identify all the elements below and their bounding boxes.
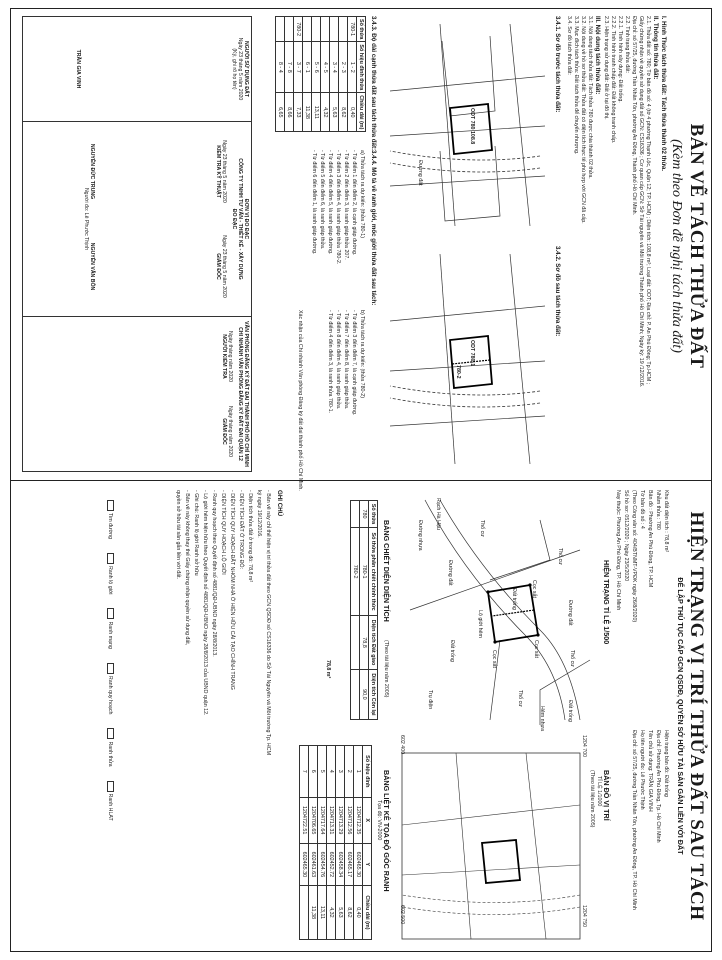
table-row — [345, 746, 354, 940]
table-cell — [300, 885, 309, 939]
table-header: Chiều dài (m) — [363, 885, 372, 939]
legend-item — [105, 728, 115, 766]
table-cell: 5,63 — [336, 885, 345, 939]
plan-label: Cọc sắt — [491, 650, 497, 668]
note-line: - DIỆN TÍCH QUY HOẠCH ĐẤT NHÓM NHÀ Ở HIỆN HỮU CẢI TẠO CHỈNH TRANG — [229, 490, 235, 690]
table-cell: 780 — [360, 501, 369, 528]
grid-label: 602 400 — [399, 735, 405, 755]
table-cell: 780-1 — [348, 17, 357, 42]
info-left — [614, 490, 670, 622]
signature-sub: CHI NHÁNH VĂN PHÒNG ĐĂNG KÝ ĐẤT ĐAI QUẬN 12 — [237, 327, 243, 461]
info-line: Tên chủ sử dụng: TRẦN GIA VINH — [647, 730, 653, 812]
section-342-title: 3.4.2. Sơ đồ sau tách thửa đất: — [554, 246, 561, 337]
measured-by: Người đo: Lê Phước Thịnh — [83, 187, 89, 251]
table-cell — [276, 17, 285, 42]
table-cell: 602452.72 — [327, 843, 336, 885]
note-line: - DIỆN TÍCH ĐẤT Ở TRONG ĐÓ: — [238, 490, 244, 569]
info-line: Bản đồ : Phường An Phú Đông, TP. HCM — [647, 490, 653, 588]
grid-label: 602 500 — [399, 905, 405, 925]
location-map-note: (Theo tài liệu năm 2005) — [589, 770, 595, 828]
area-table-note: (Theo tài liệu năm 2005) — [383, 640, 389, 698]
section-2-line: 2.2.1. Tình hình xây dựng: Đất trống. — [617, 16, 623, 103]
table-cell — [285, 17, 294, 42]
table-cell: 90,0 — [360, 669, 369, 719]
note-line: ký ngày 19/12/2016. — [256, 490, 262, 538]
table-cell: 8 - 4 — [276, 42, 285, 93]
legend — [104, 500, 122, 835]
section-2-line: Giấy chứng nhận về quyền sử dụng đất số GCN: CS16336 ; Cơ quan cấp GCN: Sở Tài nguyên và Môi trường Thành phố Hồ Chí Minh; Ngày ký: 19 /12/2016. — [638, 16, 644, 388]
signature-sub: ĐO ĐẠC — [231, 208, 237, 230]
table-row — [330, 17, 339, 132]
legend-label: Ranh HLAT — [107, 793, 113, 821]
table-row — [360, 501, 369, 720]
table-cell: 0,40 — [348, 93, 357, 132]
info-line: Tờ bản đồ số : 4 — [639, 490, 645, 529]
location-map-scale: TỈ LỆ 1/1000 — [596, 776, 602, 807]
grid-label: 1204 700 — [581, 735, 587, 758]
table-cell: 6 - 1 — [303, 42, 312, 93]
location-map — [396, 745, 586, 945]
table-row — [339, 17, 348, 132]
table-cell: 4 - 5 — [321, 42, 330, 93]
legend-swatch-icon — [107, 781, 114, 792]
description-line: - Từ điểm 1 đến điểm 2, là cạnh giáp đường. — [351, 150, 357, 256]
table-cell: 1204717.64 — [318, 797, 327, 843]
table-cell: 602465.17 — [345, 843, 354, 885]
legend-swatch-icon — [107, 663, 114, 674]
legend-label: Tim đường — [107, 513, 113, 539]
table-cell: 5 - 6 — [312, 42, 321, 93]
table-row — [309, 746, 318, 940]
table-cell: 1204712.56 — [345, 797, 354, 843]
table-row — [348, 17, 357, 132]
plan-label: Đường đất — [567, 600, 573, 626]
signature-title: GIÁM ĐỐC — [215, 253, 221, 280]
description-line: - Từ điểm 3 đến điểm 4, là ranh giáp thửa 780-2. — [335, 150, 341, 265]
table-cell: 1 - 2 — [348, 42, 357, 93]
description-line: - Từ điểm 6 đến điểm 1, là ranh giáp đường. — [311, 150, 317, 255]
right-subtitle: ĐỂ LẬP THỦ TỤC CẤP GCN QSDĐ, QUYỀN SỞ HỮU TÀI SẢN GẮN LIỀN VỚI ĐẤT — [676, 577, 685, 855]
section-3-line: 3.2. Nội dung về hồ sơ thửa đất: Thửa đất có diện tích thực tế phù hợp với GCN đã cấp. — [580, 16, 586, 224]
table-cell: 3 - 4 — [330, 42, 339, 93]
table-header: Y — [363, 843, 372, 885]
area-table — [350, 500, 378, 720]
table-cell — [303, 17, 312, 42]
description-line: a) Thửa tách ra dự kiến: (thửa 780-1) — [359, 150, 365, 238]
info-line: Nay thuộc: Phường An Phú Đông, TP. Hồ Chí Minh — [615, 490, 621, 611]
table-cell — [321, 17, 330, 42]
table-cell — [312, 17, 321, 42]
table-row — [318, 746, 327, 940]
table-cell: 8,66 — [285, 93, 294, 132]
signature-title: NGƯỜI KIỂM TRA — [221, 334, 227, 379]
grid-label: 1204 750 — [581, 905, 587, 928]
table-cell: 5 — [318, 746, 327, 798]
note-line: - Bản vẽ này không thay thế Giấy chứng nhận quyền sử dụng đất, — [184, 490, 190, 646]
table-cell: 7 — [300, 746, 309, 798]
section-3-line: 3.4. Sơ đồ tách thửa đất: — [566, 16, 572, 75]
table-cell: 1204713.29 — [336, 797, 345, 843]
table-cell: 13,11 — [318, 885, 327, 939]
signature-name: TRẦN GIA VINH — [75, 49, 81, 89]
note-line: - DIỆN TÍCH QUY HOẠCH LỘ GIỚI — [220, 490, 226, 575]
coord-table — [299, 745, 372, 940]
info-line: Địa chỉ: Phường An Phú Đông, Tp. Hồ Chí Minh — [655, 730, 661, 843]
table-header: Diện tích Đất giao — [369, 616, 378, 670]
plan-label: Cọc sắt — [531, 580, 537, 598]
signature-date: Ngày 23 tháng 5 năm 2020 — [237, 37, 243, 101]
parcel-label-before: ODT 780 108.8 — [469, 108, 475, 145]
info-line: Họ tên người đo: Lê Phước Thịnh — [639, 730, 645, 810]
road-label: Đường đất — [417, 160, 423, 186]
info-line: Nhằm thửa : 780 — [655, 490, 661, 530]
plan-label: Cọc sắt — [533, 640, 539, 658]
signature-survey-unit — [23, 122, 252, 317]
table-cell: 6 — [309, 746, 318, 798]
legend-swatch-icon — [107, 608, 114, 619]
legend-swatch-icon — [107, 500, 114, 511]
table-cell: 2 — [345, 746, 354, 798]
coord-table-note: Tọa độ: VN-2000 — [376, 800, 382, 841]
table-row — [303, 17, 312, 132]
note-line: - Lộ giới hẻm hiện hữu theo Quyết định số 4881/QĐ-UBND ngày 28/8/2013 của UBND quận 12. — [202, 490, 208, 716]
legend-label: Ranh quy hoạch — [107, 675, 113, 715]
table-cell: 602465.30 — [300, 843, 309, 885]
center-divider — [10, 480, 712, 481]
table-row — [285, 17, 294, 132]
table-cell: 6,65 — [276, 93, 285, 132]
section-341-title: 3.4.1. Sơ đồ trước tách thửa đất: — [554, 16, 561, 113]
signature-name: NGUYỄN VĂN BÔN — [89, 242, 95, 291]
signature-date: Ngày 23 tháng 5 năm 2020 — [221, 140, 227, 203]
table-cell: 8,62 — [345, 885, 354, 939]
map-before-split — [382, 16, 550, 234]
description-line: - Từ điểm 7 đến điểm 8, là ranh giáp thửa. — [343, 310, 349, 410]
plan-label: Trụ điện — [427, 690, 433, 710]
legend-label: Ranh thửa — [107, 741, 113, 767]
signature-role: VĂN PHÒNG ĐĂNG KÝ ĐẤT ĐAI THÀNH PHỐ HỒ CHÍ MINH — [243, 321, 249, 467]
section-2: II. Thông tin thửa đất: — [652, 16, 659, 80]
parcel-label-after-1: ODT 780-1 — [469, 340, 475, 367]
notes-title: GHI CHÚ — [276, 490, 283, 517]
signature-owner — [23, 17, 252, 122]
table-header: Số hiệu đỉnh — [363, 746, 372, 798]
info-right — [630, 730, 670, 910]
note-line: - Ghi chú: Ranh lộ giới Ranh sở hữu — [193, 490, 199, 576]
table-header: Số hiệu đỉnh thửa — [357, 42, 366, 93]
coord-table-title: BẢNG LIỆT KÊ TỌA ĐỘ GÓC RANH — [382, 770, 391, 892]
table-cell: 7,33 — [294, 93, 303, 132]
description-line: - Từ điểm 2 đến điểm 3, là ranh giáp thửa 207. — [343, 150, 349, 260]
note-line: quyền sở hữu tài sản gắn liền với đất. — [175, 490, 181, 580]
plan-label: Rạch Hà Hậu — [435, 498, 441, 530]
section-2-line: 2.1. Thửa đất số: 780; Tờ bản đồ số: 4 (tờ 4 phường Thạnh Lộc, Quận 12; TP. HCM) ; Diện tích: 108,8 m²; Loại đất: ODT; Địa chỉ: P. An Phú Đông; Tp.HCM ; — [645, 16, 651, 385]
table-cell: 780-2 — [351, 527, 360, 615]
section-3-line: 3.3. Mục đích tách thửa: Đất tách thửa để chuyển nhượng. — [573, 16, 579, 155]
table-cell — [351, 669, 360, 719]
signature-role: ĐƠN VỊ ĐO ĐẠC — [243, 198, 249, 240]
info-line: Hiện trạng bản đồ: Đất trống — [663, 730, 669, 797]
table-cell: 13,11 — [312, 93, 321, 132]
table-cell: 602465.30 — [354, 843, 363, 885]
table-row — [354, 746, 363, 940]
left-subtitle: (Kèm theo Đơn đề nghị tách thửa đất) — [669, 139, 684, 353]
table-cell: 780-2 — [294, 17, 303, 42]
plan-label: Thổ cư — [517, 690, 523, 707]
table-header: Diện tích Còn lại — [369, 669, 378, 719]
table-row — [351, 501, 360, 720]
right-title: HIỆN TRẠNG VỊ TRÍ THỬA ĐẤT SAU TÁCH — [686, 511, 707, 921]
table-cell: 4,32 — [327, 885, 336, 939]
table-cell: 78,8 — [360, 616, 369, 670]
plan-label: Đất trống — [567, 700, 573, 722]
table-cell — [330, 17, 339, 42]
table-cell: 1204706.65 — [309, 797, 318, 843]
info-line: Địa chỉ: số 57/25, đường Trần Nhân Tôn, phường An Đông, TP. Hồ Chí Minh — [631, 730, 637, 910]
parcel-label-after-2: 780-2 — [455, 365, 461, 379]
legend-item — [105, 553, 115, 595]
table-header: X — [363, 797, 372, 843]
signature-note: (Ký, ghi rõ họ tên) — [231, 48, 237, 90]
table-cell: 7 - 8 — [285, 42, 294, 93]
note-line: - Ranh quy hoạch theo Quyết định số 4881/QĐ-UBND ngày 28/8/2013. — [211, 490, 217, 657]
signature-title: KIỂM TRA KỸ THUẬT — [215, 145, 221, 198]
legend-item — [105, 608, 115, 648]
table-cell: 8,62 — [339, 93, 348, 132]
section-3-line: 3.1. Nội dung tách thửa đất: Tách thửa 780 được chia thành 02 thửa. — [587, 16, 593, 179]
plan-label: Hẻm nhựa — [539, 706, 545, 732]
table-cell — [351, 616, 360, 670]
note-line: - Diện tích thửa đất ở trong đó: 78,8 m² — [247, 490, 253, 583]
plan-label: Thổ cư — [557, 548, 563, 565]
info-line: Số hồ sơ: 0512/2020 ; Ngày 23/5/2020 — [623, 490, 629, 582]
table-cell: 1204722.51 — [300, 797, 309, 843]
table-cell — [339, 17, 348, 42]
table-cell: 11,38 — [309, 885, 318, 939]
location-map-title: BẢN ĐỒ VỊ TRÍ — [602, 770, 611, 821]
table-cell: 780-1 — [360, 527, 369, 615]
table-row — [327, 746, 336, 940]
signature-date: Ngày tháng năm 2020 — [227, 330, 233, 383]
section-2-line: Địa chỉ: số 57/25, đường Trần Nhân Tôn, phường An Đông, Thành phố Hồ Chí Minh. — [631, 16, 637, 216]
description-line: - Từ điểm 3 đến điểm 7, là cạnh giáp đường. — [351, 310, 357, 416]
legend-label: Ranh lộ giới — [107, 565, 113, 595]
plan-title: HIỆN TRẠNG TỈ LỆ 1/500 — [602, 560, 611, 645]
table-cell: 4 — [327, 746, 336, 798]
boundary-description-a — [310, 150, 366, 264]
legend-swatch-icon — [107, 728, 114, 739]
registration-note: Xác nhận của Chi nhánh Văn phòng Đăng ký đất đai thành phố Hồ Chí Minh. — [297, 310, 303, 491]
edge-length-table — [275, 16, 366, 132]
signature-table — [22, 16, 252, 472]
table-cell: 1204712.35 — [354, 797, 363, 843]
table-cell: 3 - 7 — [294, 42, 303, 93]
info-line: Khu đất diện tích : 78,8 m² — [663, 490, 669, 553]
table-cell: 4,32 — [321, 93, 330, 132]
legend-item — [105, 781, 115, 821]
note-line: - Bản vẽ này chỉ thể hiện vị trí thửa đất theo GCN QSDĐ số CS16336 do Sở Tài Nguyên và Môi trường Tp. HCM — [265, 490, 271, 755]
signature-date: Ngày tháng năm 2020 — [227, 405, 233, 458]
section-2-line: 2.3. Hiện trạng sử dụng đất: Đất ở tại đô thị. — [603, 16, 609, 120]
section-343-title: 3.4.3. Độ dài cạnh thửa đất sau tách thửa đất: — [370, 16, 377, 151]
plan-label: Đất trống — [449, 640, 455, 662]
table-header: Số thửa — [357, 17, 366, 42]
table-cell — [351, 501, 360, 528]
signature-org: CÔNG TY TNHH TƯ VẤN - THIẾT KẾ - XÂY DỰNG — [237, 158, 243, 280]
section-2-line: 2.2.2. Tình hình tranh chấp đất: Đất không tranh chấp. — [610, 16, 616, 144]
table-cell: 602458.34 — [336, 843, 345, 885]
table-row — [312, 17, 321, 132]
table-cell: 3 — [336, 746, 345, 798]
table-cell: 602461.63 — [309, 843, 318, 885]
legend-swatch-icon — [107, 553, 114, 564]
section-344-title: 3.4.4. Mô tả về ranh giới, mốc giới thửa đất sau tách: — [370, 150, 377, 306]
signature-title: GIÁM ĐỐC — [221, 418, 227, 445]
table-row — [336, 746, 345, 940]
table-row — [276, 17, 285, 132]
section-1: I. Hình Thức tách thửa đất: Tách thửa thành 02 thửa. — [660, 16, 667, 172]
plan-label: Đường nhựa — [417, 520, 423, 551]
table-cell: 1204713.31 — [327, 797, 336, 843]
description-line: - Từ điểm 5 đến điểm 6, là ranh giáp thửa. — [319, 150, 325, 250]
description-line: b) Thửa tách ra dự kiến: (thửa 780-2) — [359, 310, 365, 398]
description-line: - Từ điểm 8 đến điểm 4, là ranh giáp thửa. — [335, 310, 341, 410]
section-3: III. Nội dung tách thửa đất: — [594, 16, 601, 95]
table-header: Số thửa — [369, 501, 378, 528]
description-line: - Từ điểm 4 đến điểm 3, là ranh thửa 780-1. — [327, 310, 333, 413]
table-cell: 0,40 — [354, 885, 363, 939]
legend-item — [105, 500, 115, 539]
description-line: - Từ điểm 4 đến điểm 5, là ranh giáp đường. — [327, 150, 333, 255]
section-2-line: 2.2. Tình trạng thửa đất: — [624, 16, 630, 74]
table-row — [300, 746, 309, 940]
area-table-title: BẢNG CHIẾT DIỆN DIỆN TÍCH — [382, 520, 391, 622]
signature-name: NGUYỄN ĐỨC TRUNG — [89, 143, 95, 200]
signature-registry — [23, 317, 252, 472]
table-cell: 1 — [354, 746, 363, 798]
plan-label: Đất trống — [511, 588, 517, 610]
info-line: (Theo Công văn số: 404/BTNMT-VPĐK ngày 26/8/2020) — [631, 490, 637, 623]
table-cell: 2 - 3 — [339, 42, 348, 93]
notes — [173, 490, 272, 755]
table-header: Chiều dài (m) — [357, 93, 366, 132]
table-header: Số thửa phân chiết chính thức — [369, 527, 378, 615]
boundary-description-b — [326, 310, 366, 415]
signature-role: NGƯỜI SỬ DỤNG ĐẤT — [243, 41, 249, 97]
signature-date: Ngày 23 tháng 5 năm 2020 — [221, 235, 227, 298]
plan-label: Thổ cư — [569, 650, 575, 667]
plan-label: Lộ giới hẻm — [477, 610, 483, 638]
table-cell: 5,63 — [330, 93, 339, 132]
plan-label: Thổ cư — [479, 520, 485, 537]
plan-label: Đường đất — [447, 560, 453, 586]
table-row — [294, 17, 303, 132]
map-after-split — [382, 246, 550, 472]
legend-item — [105, 663, 115, 715]
table-row — [321, 17, 330, 132]
area-total: 78,8 m² — [325, 660, 331, 679]
left-title: BẢN VẼ TÁCH THỬA ĐẤT — [686, 123, 707, 369]
table-cell: 602454.76 — [318, 843, 327, 885]
table-cell: 11,38 — [303, 93, 312, 132]
legend-label: Ranh mạng — [107, 621, 113, 649]
